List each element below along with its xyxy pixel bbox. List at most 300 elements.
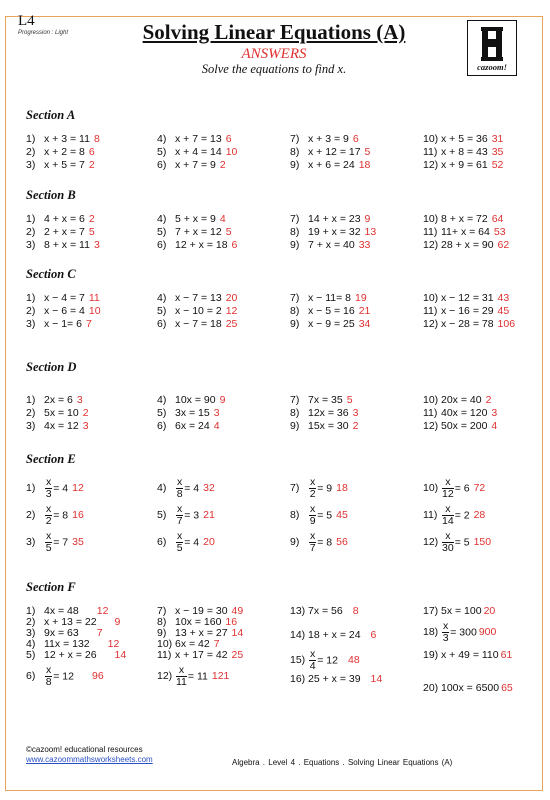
equation-text: 12 + x = 18 <box>175 239 228 251</box>
fraction <box>442 477 454 500</box>
question-item <box>290 213 370 225</box>
equation-rhs: = 8 <box>317 536 333 549</box>
question-item <box>157 477 215 500</box>
question-item <box>157 649 243 661</box>
equation-rhs: = 2 <box>454 509 470 522</box>
question-number: 8) <box>290 226 300 238</box>
equation-rhs: = 4 <box>184 536 200 549</box>
question-item <box>26 649 126 661</box>
equation-rhs: = 5 <box>454 536 470 549</box>
footer-breadcrumb: Algebra . Level 4 . Equations . Solving Linear Equations (A) <box>232 758 453 767</box>
fraction-denominator: 2 <box>45 515 52 527</box>
equation-text: x + 6 = 24 <box>308 159 355 171</box>
question-number: 9) <box>290 318 300 330</box>
fraction-denominator: 14 <box>442 515 454 527</box>
equation-text: 4x = 48 <box>44 605 79 617</box>
equation-text: x + 3 = 9 <box>308 133 349 145</box>
fraction-numerator: x <box>177 503 183 515</box>
answer-value: 56 <box>336 536 348 549</box>
question-item <box>290 673 382 685</box>
equation-text: 5 + x = 9 <box>175 213 216 225</box>
question-number: 16) <box>290 673 306 685</box>
equation-text: 28 + x = 90 <box>441 239 494 251</box>
question-item <box>423 621 496 644</box>
fraction <box>309 504 316 527</box>
answer-value: 12 <box>225 305 238 317</box>
question-item <box>26 318 92 330</box>
question-number: 6) <box>157 536 167 549</box>
question-number: 12) <box>423 420 439 432</box>
fraction-numerator: x <box>310 476 316 488</box>
question-number: 3) <box>26 420 36 432</box>
question-number: 4) <box>157 213 167 225</box>
equation-text: 12 + x = 26 <box>44 649 97 661</box>
question-item <box>423 159 503 171</box>
question-item <box>290 649 360 672</box>
question-number: 14) <box>290 629 306 641</box>
answer-value: 5 <box>346 394 353 406</box>
footer-credits <box>26 745 153 765</box>
fraction-denominator: 4 <box>309 660 316 672</box>
answer-value: 65 <box>501 682 513 694</box>
answer-value: 8 <box>352 605 359 617</box>
equation-text: 25 + x = 39 <box>308 673 361 685</box>
fraction <box>309 649 316 672</box>
answer-value: 20 <box>225 292 238 304</box>
question-number: 7) <box>290 213 300 225</box>
equation-text: 7x = 56 <box>308 605 343 617</box>
equation-text: x + 12 = 17 <box>308 146 361 158</box>
question-number: 9) <box>157 627 167 639</box>
question-item <box>157 420 220 432</box>
equation-text: 6x = 42 <box>175 638 210 650</box>
question-number: 12) <box>423 159 439 171</box>
question-number: 3) <box>26 239 36 251</box>
question-item <box>26 407 89 419</box>
question-item <box>423 477 485 500</box>
answer-value: 3 <box>213 407 220 419</box>
answer-value: 9 <box>364 213 371 225</box>
question-number: 8) <box>290 407 300 419</box>
question-number: 17) <box>423 605 439 617</box>
equation-text: 4 + x = 6 <box>44 213 85 225</box>
answer-value: 9 <box>219 394 226 406</box>
answer-value: 64 <box>491 213 504 225</box>
question-item <box>290 605 359 617</box>
question-number: 8) <box>157 616 167 628</box>
equation-text: 11+ x = 64 <box>441 226 490 238</box>
question-item <box>157 531 215 554</box>
fraction-denominator: 3 <box>442 632 449 644</box>
question-number: 10) <box>423 482 439 495</box>
question-number: 9) <box>290 420 300 432</box>
answer-value: 35 <box>491 146 504 158</box>
answer-value: 19 <box>355 292 367 304</box>
equation-text: 7x = 35 <box>308 394 343 406</box>
question-item <box>423 146 503 158</box>
fraction-denominator: 9 <box>309 515 316 527</box>
equation-text: 4x = 12 <box>44 420 79 432</box>
answers-label: ANSWERS <box>241 46 307 62</box>
question-number: 1) <box>26 133 36 145</box>
equation-text: x + 13 = 22 <box>44 616 97 628</box>
answer-value: 25 <box>231 649 244 661</box>
equation-text: x + 5 = 36 <box>441 133 488 145</box>
equation-text: 40x = 120 <box>441 407 488 419</box>
question-number: 6) <box>157 420 167 432</box>
fraction-numerator: x <box>442 504 454 516</box>
question-number: 11) <box>423 226 438 238</box>
answer-value: 4 <box>491 420 498 432</box>
question-number: 8) <box>290 146 300 158</box>
question-item <box>423 649 512 661</box>
answer-value: 72 <box>473 482 486 495</box>
question-number: 12) <box>423 318 439 330</box>
question-number: 2) <box>26 407 36 419</box>
answer-value: 18 <box>358 159 371 171</box>
question-item <box>423 305 509 317</box>
question-item <box>157 159 226 171</box>
question-item <box>290 531 348 554</box>
equation-text: x − 9 = 25 <box>308 318 355 330</box>
question-item <box>26 133 100 145</box>
question-number: 6) <box>157 239 167 251</box>
question-number: 4) <box>26 638 36 650</box>
answer-value: 4 <box>219 213 226 225</box>
question-item <box>157 305 237 317</box>
answer-value: 25 <box>225 318 238 330</box>
answer-value: 3 <box>82 420 89 432</box>
question-item <box>423 531 491 554</box>
answer-value: 16 <box>72 509 84 522</box>
equation-text: x − 4 = 7 <box>44 292 85 304</box>
answer-value: 14 <box>231 627 244 639</box>
question-item <box>290 420 358 432</box>
fraction <box>442 621 449 644</box>
answer-value: 5 <box>225 226 232 238</box>
question-item <box>423 605 495 617</box>
answer-value: 12 <box>107 638 120 650</box>
question-number: 1) <box>26 394 36 406</box>
fraction-denominator: 8 <box>45 676 52 688</box>
question-item <box>423 407 497 419</box>
question-number: 7) <box>290 394 300 406</box>
page-title: Solving Linear Equations (A) <box>142 20 406 44</box>
equation-text: 2x = 6 <box>44 394 73 406</box>
question-item <box>423 318 515 330</box>
question-item <box>290 146 370 158</box>
question-item <box>423 133 503 145</box>
equation-rhs: = 6 <box>454 482 470 495</box>
fraction-denominator: 7 <box>309 542 316 554</box>
answer-value: 2 <box>82 407 89 419</box>
answer-value: 32 <box>203 482 215 495</box>
level-label: L4 <box>18 13 35 29</box>
question-item <box>157 318 237 330</box>
answer-value: 33 <box>358 239 371 251</box>
question-number: 18) <box>423 626 439 639</box>
question-item <box>423 420 497 432</box>
question-item <box>26 292 100 304</box>
question-number: 11) <box>423 407 438 419</box>
question-item <box>157 213 226 225</box>
fraction <box>45 665 52 688</box>
fraction-numerator: x <box>46 503 52 515</box>
fraction-numerator: x <box>46 664 52 676</box>
equation-text: 14 + x = 23 <box>308 213 361 225</box>
equation-rhs: = 12 <box>53 670 74 683</box>
equation-text: x − 10 = 2 <box>175 305 222 317</box>
question-item <box>26 305 101 317</box>
equation-text: x − 6 = 4 <box>44 305 85 317</box>
fraction <box>309 477 316 500</box>
question-item <box>26 226 95 238</box>
question-item <box>290 477 348 500</box>
question-number: 5) <box>157 226 167 238</box>
answer-value: 48 <box>347 654 360 667</box>
fraction-numerator: x <box>310 503 316 515</box>
question-number: 11) <box>157 649 172 661</box>
question-item <box>290 407 358 419</box>
answer-value: 20 <box>483 605 496 617</box>
answer-value: 61 <box>500 649 513 661</box>
question-item <box>290 239 370 251</box>
equation-rhs: = 7 <box>53 536 69 549</box>
question-number: 6) <box>157 159 167 171</box>
answer-value: 7 <box>213 638 220 650</box>
question-number: 5) <box>157 146 167 158</box>
question-number: 10) <box>423 394 439 406</box>
fraction-numerator: x <box>176 665 187 677</box>
question-number: 11) <box>423 509 438 522</box>
answer-value: 12 <box>96 605 109 617</box>
equation-text: 100x = 6500 <box>441 682 500 694</box>
answer-value: 14 <box>114 649 127 661</box>
question-number: 19) <box>423 649 439 661</box>
answer-value: 121 <box>211 670 230 683</box>
equation-text: 11x = 132 <box>44 638 90 650</box>
question-item <box>26 531 84 554</box>
section-heading: Section A <box>26 108 76 122</box>
cazoom-logo-icon <box>481 27 503 61</box>
answer-value: 21 <box>203 509 215 522</box>
equation-text: x + 2 = 8 <box>44 146 85 158</box>
equation-rhs: = 12 <box>317 654 338 667</box>
answer-value: 7 <box>96 627 103 639</box>
question-item <box>26 146 95 158</box>
equation-text: x − 19 = 30 <box>175 605 228 617</box>
question-item <box>157 226 232 238</box>
question-number: 5) <box>157 407 167 419</box>
equation-text: x − 5 = 16 <box>308 305 355 317</box>
equation-rhs: = 4 <box>53 482 69 495</box>
fraction <box>176 665 187 688</box>
answer-value: 4 <box>213 420 220 432</box>
question-number: 4) <box>157 292 167 304</box>
answer-value: 900 <box>478 626 497 639</box>
question-number: 15) <box>290 654 306 667</box>
fraction-numerator: x <box>46 476 52 488</box>
question-item <box>290 318 370 330</box>
fraction-denominator: 3 <box>45 488 52 500</box>
fraction <box>442 504 454 527</box>
answer-value: 3 <box>352 407 359 419</box>
equation-text: x + 49 = 110 <box>441 649 499 661</box>
answer-value: 6 <box>88 146 95 158</box>
question-item <box>423 394 491 406</box>
fraction-denominator: 2 <box>309 488 316 500</box>
answer-value: 6 <box>352 133 359 145</box>
answer-value: 106 <box>497 318 516 330</box>
equation-text: 15x = 30 <box>308 420 349 432</box>
answer-value: 52 <box>491 159 504 171</box>
equation-text: 7 + x = 12 <box>175 226 222 238</box>
question-item <box>290 133 359 145</box>
answer-value: 3 <box>491 407 498 419</box>
equation-rhs: = 9 <box>317 482 333 495</box>
answer-value: 3 <box>93 239 100 251</box>
question-number: 8) <box>290 509 300 522</box>
question-item <box>26 504 84 527</box>
equation-rhs: = 5 <box>317 509 333 522</box>
answer-value: 3 <box>76 394 83 406</box>
question-number: 4) <box>157 394 167 406</box>
question-number: 7) <box>290 482 300 495</box>
equation-text: 9x = 63 <box>44 627 79 639</box>
equation-rhs: = 8 <box>53 509 69 522</box>
equation-text: x + 5 = 7 <box>44 159 85 171</box>
question-item <box>26 159 95 171</box>
question-number: 3) <box>26 627 36 639</box>
question-item <box>423 504 485 527</box>
copyright-text: ©cazoom! educational resources <box>26 745 143 754</box>
equation-text: 12x = 36 <box>308 407 349 419</box>
question-number: 1) <box>26 605 36 617</box>
question-item <box>26 665 104 688</box>
fraction-denominator: 5 <box>176 542 183 554</box>
answer-value: 8 <box>93 133 100 145</box>
answer-value: 35 <box>72 536 84 549</box>
answer-value: 96 <box>91 670 104 683</box>
answer-value: 2 <box>88 159 95 171</box>
equation-text: x + 7 = 9 <box>175 159 216 171</box>
question-number: 11) <box>423 305 438 317</box>
question-number: 4) <box>157 482 167 495</box>
question-item <box>290 226 376 238</box>
equation-text: 8 + x = 11 <box>44 239 90 251</box>
answer-value: 9 <box>114 616 121 628</box>
fraction <box>176 531 183 554</box>
answer-value: 150 <box>473 536 492 549</box>
answer-value: 10 <box>88 305 101 317</box>
question-number: 1) <box>26 213 36 225</box>
equation-text: x + 17 = 42 <box>175 649 228 661</box>
answer-value: 53 <box>493 226 506 238</box>
question-item <box>423 226 506 238</box>
answer-value: 2 <box>352 420 359 432</box>
section-heading: Section C <box>26 267 76 281</box>
equation-text: 3x = 15 <box>175 407 210 419</box>
question-number: 3) <box>26 318 36 330</box>
question-item <box>423 292 509 304</box>
question-item <box>157 394 225 406</box>
equation-text: x − 11= 8 <box>308 292 352 304</box>
equation-text: x + 7 = 13 <box>175 133 222 145</box>
question-number: 5) <box>157 305 167 317</box>
question-number: 12) <box>157 670 173 683</box>
answer-value: 62 <box>497 239 510 251</box>
question-number: 11) <box>423 146 438 158</box>
question-item <box>26 477 84 500</box>
answer-value: 20 <box>203 536 215 549</box>
question-number: 1) <box>26 482 36 495</box>
question-number: 2) <box>26 226 36 238</box>
fraction-denominator: 5 <box>45 542 52 554</box>
question-number: 13) <box>290 605 306 617</box>
answer-value: 7 <box>85 318 92 330</box>
equation-rhs: = 3 <box>184 509 200 522</box>
question-item <box>157 665 229 688</box>
fraction <box>176 504 183 527</box>
section-heading: Section D <box>26 360 77 374</box>
equation-text: 6x = 24 <box>175 420 210 432</box>
equation-text: x − 28 = 78 <box>441 318 494 330</box>
fraction <box>442 531 454 554</box>
answer-value: 6 <box>225 133 232 145</box>
website-link[interactable]: www.cazoommathsworksheets.com <box>26 755 153 764</box>
question-item <box>157 407 220 419</box>
answer-value: 6 <box>370 629 377 641</box>
answer-value: 6 <box>231 239 238 251</box>
question-number: 3) <box>26 536 36 549</box>
answer-value: 11 <box>88 292 100 304</box>
equation-text: x + 3 = 11 <box>44 133 90 145</box>
section-heading: Section E <box>26 452 76 466</box>
question-item <box>157 133 232 145</box>
answer-value: 28 <box>473 509 486 522</box>
answer-value: 43 <box>497 292 510 304</box>
fraction <box>309 531 316 554</box>
equation-text: x + 4 = 14 <box>175 146 222 158</box>
fraction-numerator: x <box>46 530 52 542</box>
question-item <box>26 420 89 432</box>
equation-text: 18 + x = 24 <box>308 629 361 641</box>
question-item <box>290 292 367 304</box>
answer-value: 16 <box>225 616 238 628</box>
question-item <box>290 504 348 527</box>
question-number: 10) <box>423 133 439 145</box>
fraction <box>176 477 183 500</box>
question-number: 3) <box>26 159 36 171</box>
equation-text: 19 + x = 32 <box>308 226 361 238</box>
answer-value: 31 <box>491 133 504 145</box>
question-item <box>423 239 509 251</box>
equation-text: 20x = 40 <box>441 394 482 406</box>
question-item <box>157 504 215 527</box>
fraction-denominator: 12 <box>442 488 454 500</box>
question-number: 9) <box>290 239 300 251</box>
fraction <box>45 504 52 527</box>
equation-text: x − 1= 6 <box>44 318 82 330</box>
cazoom-logo <box>467 20 517 76</box>
fraction <box>45 531 52 554</box>
section-heading: Section B <box>26 188 76 202</box>
fraction-denominator: 30 <box>442 542 454 554</box>
equation-text: 13 + x = 27 <box>175 627 228 639</box>
equation-rhs: = 300 <box>450 626 477 639</box>
question-item <box>290 629 376 641</box>
question-number: 12) <box>423 536 439 549</box>
